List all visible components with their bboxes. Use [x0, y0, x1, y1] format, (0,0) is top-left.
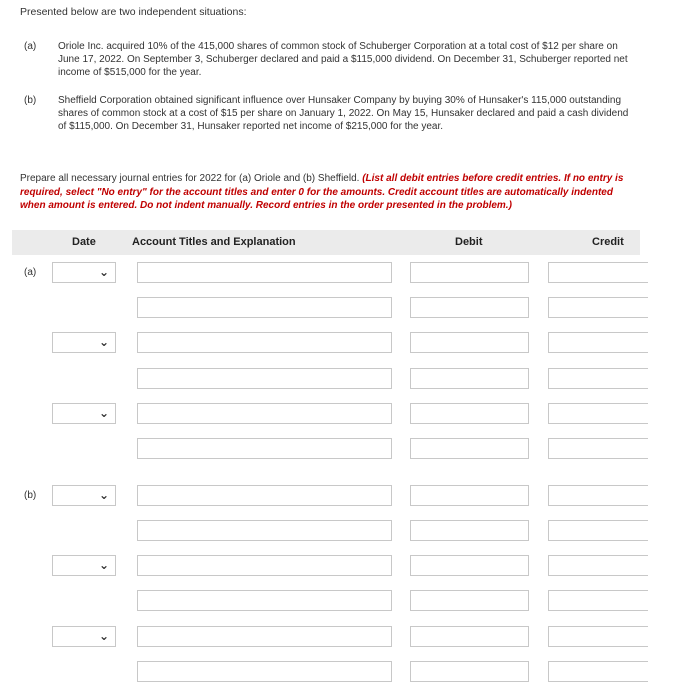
- date-select[interactable]: [52, 403, 116, 424]
- situation-label: (a): [24, 41, 37, 52]
- credit-input[interactable]: [548, 485, 648, 506]
- debit-input[interactable]: [410, 590, 529, 611]
- account-input[interactable]: [137, 262, 392, 283]
- debit-input[interactable]: [410, 438, 529, 459]
- debit-input[interactable]: [410, 520, 529, 541]
- account-input[interactable]: [137, 520, 392, 541]
- chevron-down-icon: ⌄: [98, 406, 109, 420]
- instructions: [20, 172, 640, 213]
- date-select[interactable]: [52, 332, 116, 353]
- debit-input[interactable]: [410, 626, 529, 647]
- debit-input[interactable]: [410, 262, 529, 283]
- debit-input[interactable]: [410, 403, 529, 424]
- credit-input[interactable]: [548, 332, 648, 353]
- credit-input[interactable]: [548, 368, 648, 389]
- instructions-note: (List all debit entries before credit entries. If no entry is required, select "No entry" for the account titles and enter 0 for the amounts. Credit account titles are automatically indented when amount is entered. Do not indent manually. Record entries in the order presented in the problem.): [20, 173, 624, 211]
- credit-input[interactable]: [548, 520, 648, 541]
- header-debit: Debit: [455, 236, 483, 248]
- account-input[interactable]: [137, 297, 392, 318]
- date-select[interactable]: [52, 485, 116, 506]
- debit-input[interactable]: [410, 332, 529, 353]
- header-credit: Credit: [592, 236, 624, 248]
- situation-text: Sheffield Corporation obtained significant influence over Hunsaker Company by buying 30% of Hunsaker's 115,000 outstanding shares of common stock at a cost of $15 per share on January 1, 2022. On May 15, Hunsaker declared and paid a cash dividend of $115,000. On December 31, Hunsaker reported net income of $215,000 for the year.: [58, 95, 629, 132]
- chevron-down-icon: ⌄: [98, 558, 109, 572]
- credit-input[interactable]: [548, 590, 648, 611]
- account-input[interactable]: [137, 332, 392, 353]
- intro-text: Presented below are two independent situations:: [20, 6, 247, 18]
- credit-input[interactable]: [548, 438, 648, 459]
- debit-input[interactable]: [410, 297, 529, 318]
- debit-input[interactable]: [410, 555, 529, 576]
- debit-input[interactable]: [410, 661, 529, 682]
- account-input[interactable]: [137, 555, 392, 576]
- date-select[interactable]: [52, 262, 116, 283]
- situation-b: [24, 94, 654, 133]
- credit-input[interactable]: [548, 626, 648, 647]
- situation-text: Oriole Inc. acquired 10% of the 415,000 shares of common stock of Schuberger Corporation at a total cost of $12 per share on June 17, 2022. On September 3, Schuberger declared and paid a $115,000 dividend. On December 31, Schuberger reported net income of $515,000 for the year.: [58, 41, 628, 78]
- credit-input[interactable]: [548, 297, 648, 318]
- account-input[interactable]: [137, 485, 392, 506]
- account-input[interactable]: [137, 661, 392, 682]
- account-input[interactable]: [137, 438, 392, 459]
- table-header: [12, 230, 640, 255]
- account-input[interactable]: [137, 590, 392, 611]
- debit-input[interactable]: [410, 485, 529, 506]
- situation-label: (b): [24, 95, 37, 106]
- chevron-down-icon: ⌄: [98, 629, 109, 643]
- credit-input[interactable]: [548, 262, 648, 283]
- date-select[interactable]: [52, 555, 116, 576]
- debit-input[interactable]: [410, 368, 529, 389]
- account-input[interactable]: [137, 368, 392, 389]
- date-select[interactable]: [52, 626, 116, 647]
- section-label-b: (b): [24, 490, 37, 501]
- credit-input[interactable]: [548, 403, 648, 424]
- header-date: Date: [72, 236, 96, 248]
- account-input[interactable]: [137, 403, 392, 424]
- situation-a: [24, 40, 654, 79]
- section-label-a: (a): [24, 267, 37, 278]
- chevron-down-icon: ⌄: [98, 488, 109, 502]
- credit-input[interactable]: [548, 661, 648, 682]
- chevron-down-icon: ⌄: [98, 265, 109, 279]
- header-account: Account Titles and Explanation: [132, 236, 296, 248]
- account-input[interactable]: [137, 626, 392, 647]
- chevron-down-icon: ⌄: [98, 335, 109, 349]
- instructions-plain: Prepare all necessary journal entries for 2022 for (a) Oriole and (b) Sheffield.: [20, 173, 363, 184]
- credit-input[interactable]: [548, 555, 648, 576]
